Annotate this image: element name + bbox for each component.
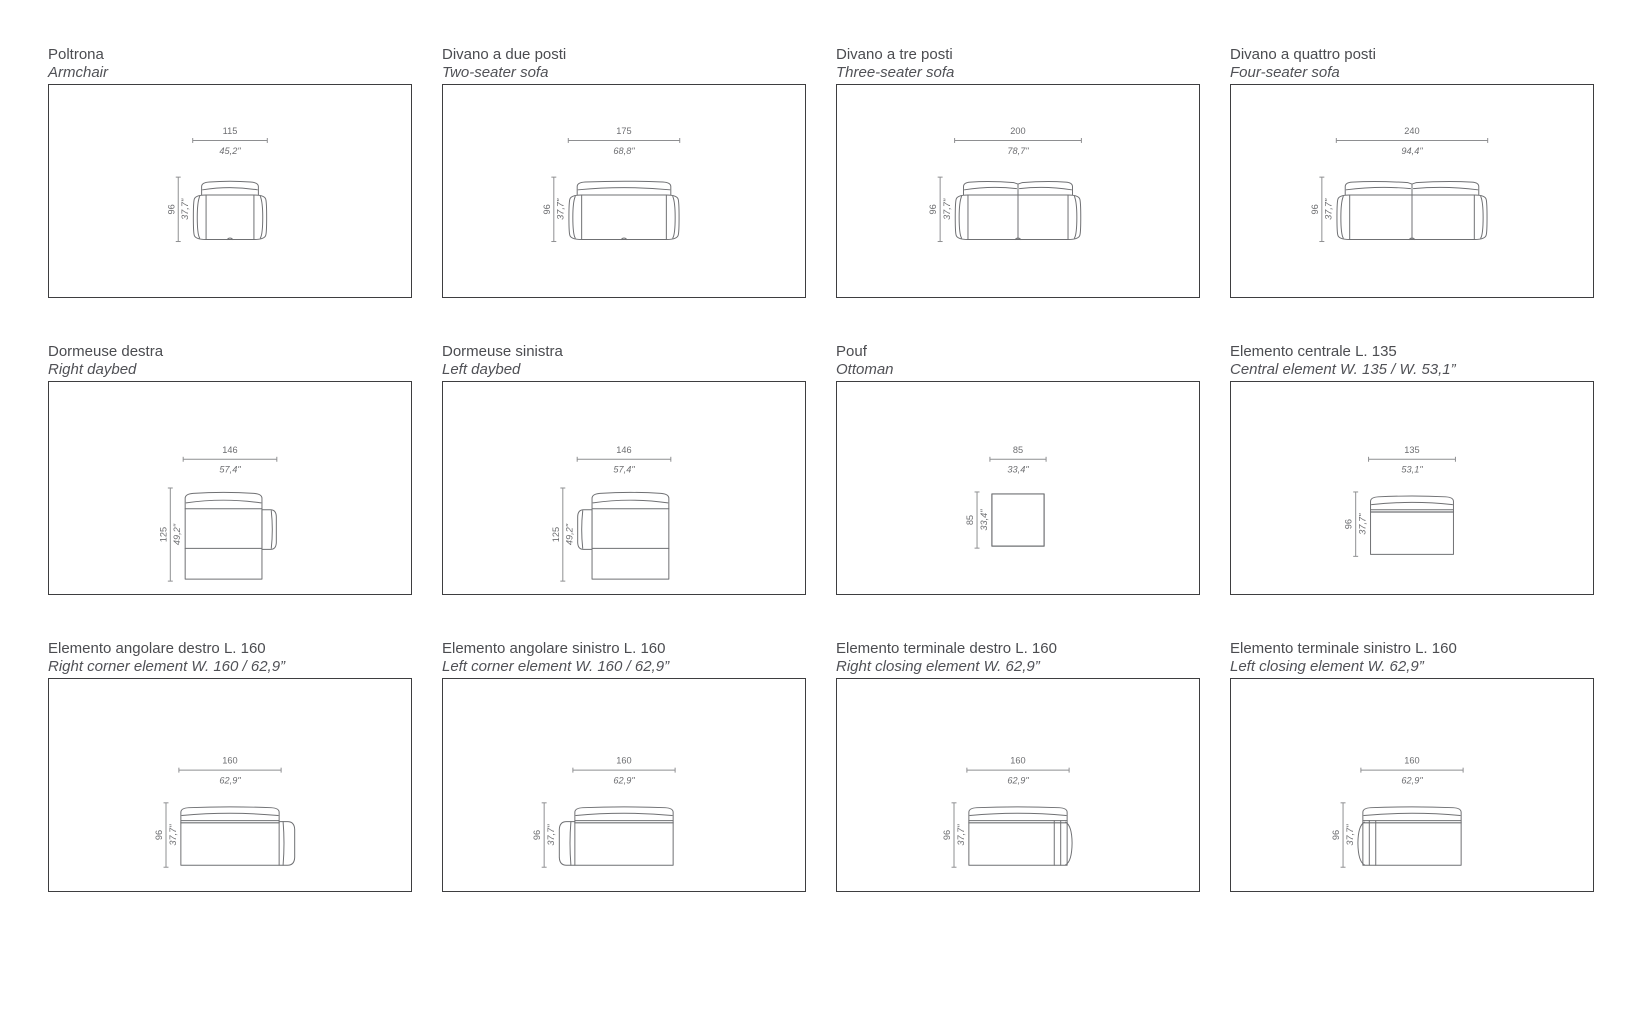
spec-cell-right-closing xyxy=(836,640,1200,892)
title-english: Armchair xyxy=(48,64,109,82)
drawing-box xyxy=(442,381,806,595)
spec-cell-right-daybed xyxy=(48,343,412,595)
furniture-outline xyxy=(1337,182,1487,240)
cell-titles xyxy=(442,343,806,381)
furniture-drawing xyxy=(1231,85,1593,297)
furniture-outline xyxy=(193,181,266,239)
spec-cell-left-corner xyxy=(442,640,806,892)
width-inch-label: 62,9" xyxy=(219,775,241,786)
width-inch-label: 62,9" xyxy=(613,775,635,786)
drawing-box xyxy=(1230,678,1594,892)
title-italian: Elemento angolare destro L. 160 xyxy=(48,640,266,657)
title-italian: Pouf xyxy=(836,343,867,360)
furniture-outline xyxy=(1358,807,1461,865)
title-english: Three-seater sofa xyxy=(836,64,955,82)
width-inch-label: 33,4" xyxy=(1007,464,1029,475)
width-cm-label: 135 xyxy=(1404,444,1420,455)
cell-titles xyxy=(836,46,1200,84)
cell-titles xyxy=(48,640,412,678)
title-english: Right closing element W. 62,9” xyxy=(836,658,1040,676)
depth-inch-label: 37,7" xyxy=(555,198,566,220)
depth-cm-label: 96 xyxy=(1309,204,1320,215)
spec-sheet xyxy=(48,46,1594,892)
spec-cell-central-element xyxy=(1230,343,1594,595)
furniture-outline xyxy=(185,492,276,579)
width-cm-label: 200 xyxy=(1010,126,1026,137)
furniture-drawing xyxy=(837,382,1199,594)
width-cm-label: 160 xyxy=(616,755,632,766)
furniture-drawing xyxy=(49,382,411,594)
width-cm-label: 175 xyxy=(616,126,632,137)
title-italian: Dormeuse destra xyxy=(48,343,164,360)
spec-cell-right-corner xyxy=(48,640,412,892)
cell-titles xyxy=(48,46,412,84)
depth-cm-label: 96 xyxy=(541,204,552,215)
depth-cm-label: 125 xyxy=(550,526,561,543)
title-english: Right corner element W. 160 / 62,9” xyxy=(48,658,286,676)
spec-cell-left-closing xyxy=(1230,640,1594,892)
depth-inch-label: 37,7" xyxy=(942,198,953,220)
title-english: Ottoman xyxy=(836,361,894,379)
width-cm-label: 115 xyxy=(222,126,238,137)
width-inch-label: 62,9" xyxy=(1401,775,1423,786)
depth-cm-label: 96 xyxy=(154,829,165,841)
width-cm-label: 240 xyxy=(1404,126,1420,137)
furniture-drawing xyxy=(837,85,1199,297)
dimension-lines xyxy=(560,457,670,581)
width-inch-label: 53,1" xyxy=(1401,464,1423,475)
title-english: Left corner element W. 160 / 62,9” xyxy=(442,658,670,676)
cell-titles xyxy=(442,640,806,678)
furniture-drawing xyxy=(1231,679,1593,891)
width-cm-label: 160 xyxy=(1404,755,1420,766)
title-italian: Elemento centrale L. 135 xyxy=(1230,343,1397,360)
dimension-lines xyxy=(542,768,675,868)
cell-titles xyxy=(1230,640,1594,678)
width-cm-label: 85 xyxy=(1012,444,1024,455)
width-cm-label: 146 xyxy=(222,444,238,455)
furniture-outline xyxy=(181,807,295,865)
title-english: Central element W. 135 / W. 53,1” xyxy=(1230,361,1456,379)
title-italian: Divano a due posti xyxy=(442,46,567,63)
depth-cm-label: 96 xyxy=(942,829,953,841)
cell-titles xyxy=(1230,343,1594,381)
cell-titles xyxy=(1230,46,1594,84)
depth-cm-label: 96 xyxy=(166,204,177,215)
furniture-outline xyxy=(1371,496,1454,554)
depth-inch-label: 37,7" xyxy=(1357,513,1368,535)
drawing-box xyxy=(1230,84,1594,298)
furniture-outline xyxy=(569,181,679,239)
title-english: Two-seater sofa xyxy=(442,64,549,82)
depth-cm-label: 96 xyxy=(1331,829,1342,841)
title-english: Right daybed xyxy=(48,361,137,379)
title-english: Left closing element W. 62,9” xyxy=(1230,658,1424,676)
cell-titles xyxy=(48,343,412,381)
spec-cell-four-seater xyxy=(1230,46,1594,298)
furniture-drawing xyxy=(837,679,1199,891)
width-inch-label: 45,2" xyxy=(219,145,241,156)
depth-cm-label: 125 xyxy=(158,526,169,543)
spec-cell-left-daybed xyxy=(442,343,806,595)
width-inch-label: 57,4" xyxy=(219,464,241,475)
depth-cm-label: 96 xyxy=(928,204,939,215)
width-inch-label: 62,9" xyxy=(1007,775,1029,786)
furniture-outline xyxy=(955,182,1081,240)
drawing-box xyxy=(836,678,1200,892)
depth-inch-label: 49,2" xyxy=(172,523,183,546)
drawing-box xyxy=(48,84,412,298)
furniture-outline xyxy=(559,807,673,865)
width-cm-label: 160 xyxy=(222,755,238,766)
width-inch-label: 68,8" xyxy=(613,145,635,156)
depth-inch-label: 37,7" xyxy=(167,824,178,846)
title-italian: Dormeuse sinistra xyxy=(442,343,563,360)
title-italian: Divano a tre posti xyxy=(836,46,953,63)
furniture-outline xyxy=(969,807,1072,865)
depth-inch-label: 37,7" xyxy=(1344,824,1355,846)
depth-inch-label: 49,2" xyxy=(564,523,575,546)
drawing-box xyxy=(442,84,806,298)
drawing-box xyxy=(836,381,1200,595)
width-cm-label: 160 xyxy=(1010,755,1026,766)
furniture-drawing xyxy=(443,85,805,297)
title-italian: Divano a quattro posti xyxy=(1230,46,1376,63)
title-english: Left daybed xyxy=(442,361,521,379)
depth-inch-label: 37,7" xyxy=(180,198,191,220)
spec-cell-two-seater xyxy=(442,46,806,298)
spec-cell-armchair xyxy=(48,46,412,298)
furniture-drawing xyxy=(49,679,411,891)
width-inch-label: 94,4" xyxy=(1401,145,1423,156)
depth-cm-label: 96 xyxy=(532,829,543,841)
furniture-outline xyxy=(992,494,1044,546)
spec-cell-ottoman xyxy=(836,343,1200,595)
dimension-lines xyxy=(168,457,277,581)
spec-cell-three-seater xyxy=(836,46,1200,298)
drawing-box xyxy=(442,678,806,892)
furniture-outline xyxy=(578,492,669,579)
cell-titles xyxy=(442,46,806,84)
furniture-drawing xyxy=(443,679,805,891)
depth-inch-label: 37,7" xyxy=(955,824,966,846)
depth-inch-label: 37,7" xyxy=(1323,198,1334,220)
drawing-box xyxy=(1230,381,1594,595)
title-italian: Elemento terminale sinistro L. 160 xyxy=(1230,640,1457,657)
cell-titles xyxy=(836,343,1200,381)
width-inch-label: 78,7" xyxy=(1007,145,1029,156)
width-cm-label: 146 xyxy=(616,444,632,455)
furniture-drawing xyxy=(1231,382,1593,594)
title-italian: Elemento angolare sinistro L. 160 xyxy=(442,640,666,657)
title-italian: Poltrona xyxy=(48,46,104,63)
width-inch-label: 57,4" xyxy=(613,464,635,475)
drawing-box xyxy=(48,381,412,595)
furniture-drawing xyxy=(443,382,805,594)
cell-titles xyxy=(836,640,1200,678)
depth-cm-label: 96 xyxy=(1343,519,1354,530)
drawing-box xyxy=(48,678,412,892)
title-italian: Elemento terminale destro L. 160 xyxy=(836,640,1057,657)
depth-inch-label: 37,7" xyxy=(546,824,557,846)
furniture-drawing xyxy=(49,85,411,297)
depth-cm-label: 85 xyxy=(965,514,976,526)
drawing-box xyxy=(836,84,1200,298)
title-english: Four-seater sofa xyxy=(1230,64,1340,82)
depth-inch-label: 33,4" xyxy=(978,509,989,531)
